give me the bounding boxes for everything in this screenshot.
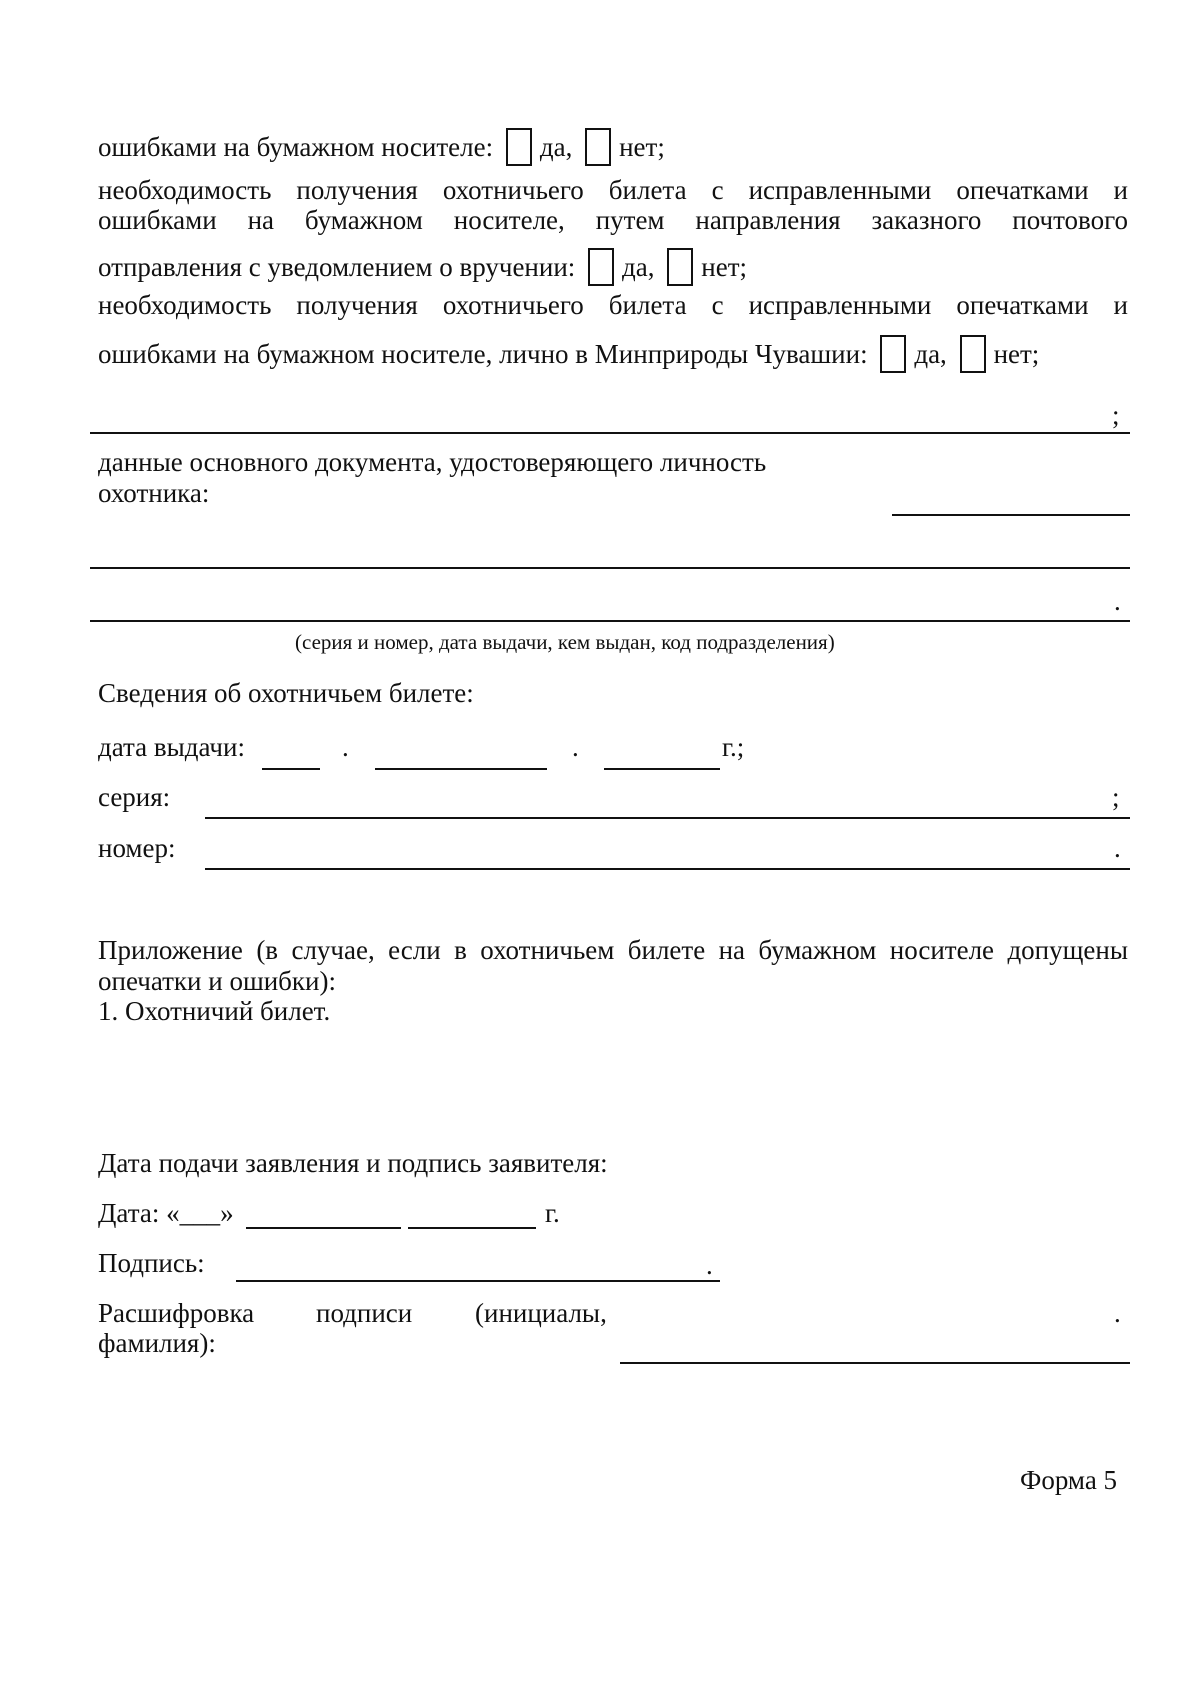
mail-option-line2: ошибками на бумажном носителе, путем направления заказного почтового [98,205,1128,235]
signature-field[interactable] [236,1280,720,1282]
blank-line-other[interactable] [90,432,1130,434]
checkbox-no-1[interactable] [585,128,611,166]
issue-month-field[interactable] [375,768,547,770]
decode-word-1: Расшифровка [98,1298,255,1328]
date-dot-1: . [342,732,349,762]
mail-option-label: отправления с уведомлением о вручении: [98,252,576,282]
identity-field-line1[interactable] [90,567,1130,569]
date-suffix: г. [545,1198,560,1228]
appendix-item-1: 1. Охотничий билет. [98,996,331,1026]
yes-label: да, [622,252,655,282]
issue-day-field[interactable] [262,768,320,770]
year-suffix: г.; [722,732,745,762]
date-month-field[interactable] [246,1227,401,1229]
period-mark: . [1114,586,1121,616]
mail-option-question [98,248,747,286]
signature-label: Подпись: [98,1248,205,1278]
identity-field-short[interactable] [892,514,1130,516]
paper-copy-question [98,128,665,166]
checkbox-no-2[interactable] [667,248,693,286]
checkbox-yes-2[interactable] [588,248,614,286]
decode-field[interactable] [620,1362,1130,1364]
mail-option-line1: необходимость получения охотничьего билета с исправленными опечатками и [98,175,1128,205]
issue-year-field[interactable] [604,768,720,770]
signature-heading: Дата подачи заявления и подпись заявителя: [98,1148,608,1178]
form-label: Форма 5 [1020,1465,1118,1495]
identity-field-line2[interactable] [90,620,1130,622]
series-label: серия: [98,782,171,812]
no-label: нет; [701,252,748,282]
paper-copy-label: ошибками на бумажном носителе: [98,132,494,162]
number-period: . [1114,833,1121,863]
issue-date-label: дата выдачи: [98,732,245,762]
identity-doc-label-line2: охотника: [98,478,210,508]
date-label: Дата: «___» [98,1198,234,1228]
series-semicolon: ; [1112,782,1120,812]
checkbox-yes-1[interactable] [506,128,532,166]
number-label: номер: [98,833,176,863]
ticket-heading: Сведения об охотничьем билете: [98,678,474,708]
date-year-field[interactable] [408,1227,536,1229]
in-person-line1: необходимость получения охотничьего билета с исправленными опечатками и [98,290,1128,320]
appendix-line2: опечатки и ошибки): [98,966,336,996]
identity-doc-label-line1: данные основного документа, удостоверяющего личность [98,447,767,477]
checkbox-yes-3[interactable] [880,335,906,373]
decode-word-2: подписи [316,1298,413,1328]
no-label: нет; [619,132,665,162]
decode-period: . [1114,1298,1121,1328]
identity-hint: (серия и номер, дата выдачи, кем выдан, код подразделения) [295,630,835,654]
decode-line2: фамилия): [98,1328,216,1358]
yes-label: да, [539,132,573,162]
appendix-line1: Приложение (в случае, если в охотничьем билете на бумажном носителе допущены [98,935,1128,965]
number-field[interactable] [205,868,1130,870]
decode-word-3: (инициалы, [475,1298,607,1328]
in-person-label: ошибками на бумажном носителе, лично в Минприроды Чувашии: [98,339,868,369]
no-label: нет; [993,339,1040,369]
semicolon-mark: ; [1112,400,1120,430]
checkbox-no-3[interactable] [960,335,986,373]
series-field[interactable] [205,817,1130,819]
date-dot-2: . [572,732,579,762]
signature-period: . [706,1250,713,1280]
in-person-question [98,335,1039,373]
yes-label: да, [914,339,947,369]
